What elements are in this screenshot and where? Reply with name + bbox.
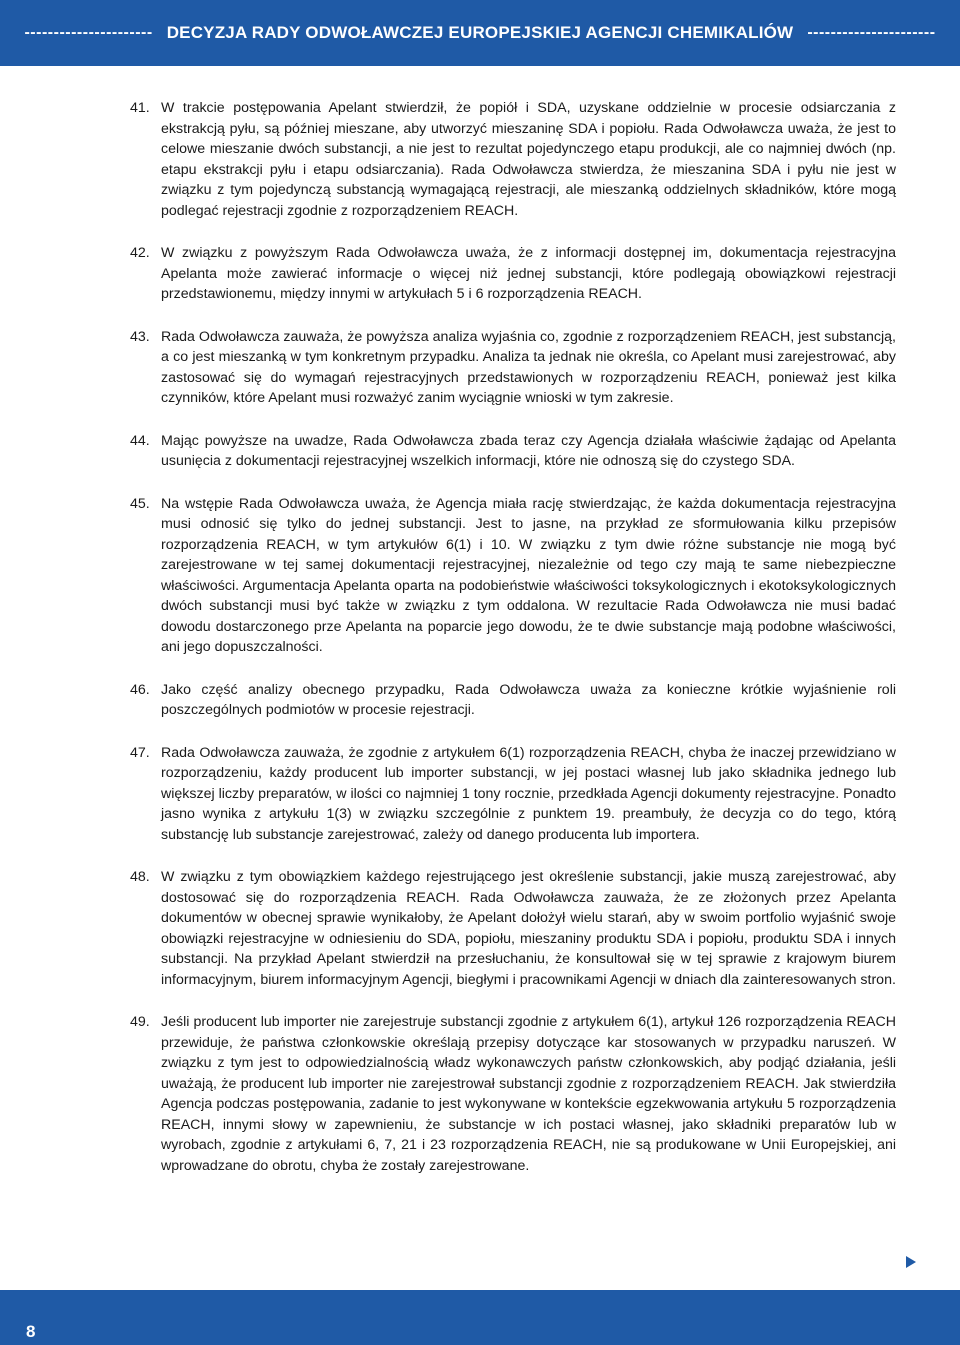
paragraph-text: Jako część analizy obecnego przypadku, Rada Odwoławcza uważa za konieczne krótkie wyjaśnienie roli poszczególnych podmiotów w procesie rejestracji. <box>161 681 896 718</box>
paragraph-text: Na wstępie Rada Odwoławcza uważa, że Agencja miała rację stwierdzając, że każda dokumentacja rejestracyjna musi odnosić się tylko do jednej substancji. Jest to jasne, na przykład ze sformułowania kilku przepisów rozporządzenia REACH, w tym artykułów 6(1) i 10. W związku z tym dwie różne substancje nie mogą być zarejestrowane w tej samej dokumentacji rejestracyjnej, niezależnie od tego czy mają te same niebezpieczne właściwości. Argumentacja Apelanta oparta na podobieństwie właściwości toksykologicznych i ekotoksykologicznych dwóch substancji musi być także w związku z tym oddalona. W rezultacie Rada Odwoławcza nie musi badać dowodu dostarczonego prze Apelanta na poparcie jego dowodu, że te dwie substancje mają podobne właściwości, ani jego dopuszczalności. <box>161 495 896 655</box>
paragraph-number: 48. <box>130 869 150 885</box>
paragraph-number: 44. <box>130 432 150 449</box>
paragraph-text: W trakcie postępowania Apelant stwierdził, że popiół i SDA, uzyskane oddzielnie w procesie odsiarczania z ekstrakcją pyłu, są później mieszane, aby utworzyć mieszaninę SDA i popiołu. Rada Odwoławcza uważa, że jest to celowe mieszanie dwóch substancji, a nie jest to rezultat pojedynczego etapu produkcji, ale co najmniej dwóch (np. etapu ekstrakcji pyłu i etapu odsiarczania). Rada Odwoławcza stwierdza, że mieszanina SDA i pyłu nie jest w związku z tym pojedynczą substancją wymagającą rejestracji, ale mieszanką oddzielnych składników, które mogą podlegać rejestracji zgodnie z rozporządzeniem REACH. <box>161 100 896 219</box>
paragraph-47 <box>130 743 896 846</box>
paragraph-number: 45. <box>130 495 150 512</box>
paragraph-text: Jeśli producent lub importer nie zarejestruje substancji zgodnie z artykułem 6(1), artykuł 126 rozporządzenia REACH przewiduje, że państwa członkowskie określają przepisy dotyczące kar stosowanych w przypadku naruszeń. W związku z tym jest to odpowiedzialnością władz wykonawczych państw członkowskich, aby podjąć działania, jeśli uważają, że producent lub importer nie zarejestrował substancji zgodnie z rozporządzeniem REACH. Jak stwierdziła Agencja podczas postępowania, zadanie to jest wykonywane w kontekście egzekwowania artykułu 5 rozporządzenia REACH, innymi słowy w zapewnieniu, że substancje w ich postaci własnej, jako składniki preparatów lub w wyrobach, zgodnie z artykułami 6, 7, 21 i 23 rozporządzenia REACH, nie są produkowane w Unii Europejskiej, ani wprowadzane do obrotu, chyba że zostały zarejestrowane. <box>161 1014 896 1174</box>
paragraph-45 <box>130 494 896 658</box>
paragraph-number: 43. <box>130 328 150 345</box>
header-title: DECYZJA RADY ODWOŁAWCZEJ EUROPEJSKIEJ AGENCJI CHEMIKALIÓW <box>166 23 794 42</box>
paragraph-48 <box>130 867 896 990</box>
document-footer <box>0 1290 960 1345</box>
document-header <box>0 0 960 66</box>
paragraph-42 <box>130 243 896 305</box>
paragraph-49 <box>130 1012 896 1176</box>
document-body <box>130 98 896 1198</box>
paragraph-44 <box>130 431 896 472</box>
paragraph-46 <box>130 680 896 721</box>
next-page-arrow-icon <box>906 1256 916 1268</box>
paragraph-text: Rada Odwoławcza zauważa, że zgodnie z artykułem 6(1) rozporządzenia REACH, chyba że inaczej przewidziano w rozporządzeniu, każdy producent lub importer substancji, w jej postaci własnej lub jako składnika jednego lub większej liczby preparatów, w ilości co najmniej 1 tony rocznie, przedkłada Agencji dokumenty rejestracyjne. Ponadto jasno wynika z artykułu 1(3) w związku szczególnie z punktem 19. preambuły, że decyzja co do tego, którą substancję lub substancje zarejestrować, zależy od danego producenta lub importera. <box>161 744 896 843</box>
header-right-dashes: ---------------------- <box>807 24 936 41</box>
paragraph-text: Rada Odwoławcza zauważa, że powyższa analiza wyjaśnia co, zgodnie z rozporządzeniem REACH, jest substancją, a co jest mieszanką w tym konkretnym przypadku. Analiza ta jednak nie określa, co Apelant musi zarejestrować, aby zastosować się do wymagań rejestracyjnych przedstawionych w rozporządzeniu REACH, ponieważ jest kilka czynników, które Apelant musi rozważyć zanim wyciągnie wnioski w tym zakresie. <box>161 328 896 406</box>
paragraph-43 <box>130 327 896 409</box>
paragraph-number: 47. <box>130 744 150 761</box>
paragraph-41 <box>130 98 896 221</box>
paragraph-number: 42. <box>130 245 150 261</box>
paragraph-number: 46. <box>130 681 150 698</box>
paragraph-number: 49. <box>130 1014 150 1030</box>
page-number: 8 <box>26 1322 36 1341</box>
paragraph-text: W związku z tym obowiązkiem każdego rejestrującego jest określenie substancji, jakie muszą zarejestrować, aby dostosować się do rozporządzenia REACH. Rada Odwoławcza zauważa, że ze złożonych przez Apelanta dokumentów w obecnej sprawie wynikałoby, że Apelant dołożył wielu starań, aby w swoim portfolio wyjaśnić swoje obowiązki rejestracyjne w odniesieniu do SDA, popiołu, mieszaniny produktu SDA i popiołu, produktu SDA i innych substancji. Na przykład Apelant stwierdził na przesłuchaniu, że konsultował się w tej sprawie z krajowym biurem informacyjnym, biurem informacyjnym Agencji, biegłymi i pracownikami Agencji w dniach dla zainteresowanych stron. <box>161 869 896 988</box>
header-left-dashes: ---------------------- <box>24 24 153 41</box>
paragraph-text: W związku z powyższym Rada Odwoławcza uważa, że z informacji dostępnej im, dokumentacja rejestracyjna Apelanta może zawierać informacje o więcej niż jednej substancji, które podlegają obowiązkowi rejestracji przedstawionemu, między innymi w artykułach 5 i 6 rozporządzenia REACH. <box>161 245 896 302</box>
paragraph-number: 41. <box>130 100 150 116</box>
paragraph-text: Mając powyższe na uwadze, Rada Odwoławcza zbada teraz czy Agencja działała właściwie żądając od Apelanta usunięcia z dokumentacji rejestracyjnej wszelkich informacji, które nie odnoszą się do czystego SDA. <box>161 432 896 469</box>
